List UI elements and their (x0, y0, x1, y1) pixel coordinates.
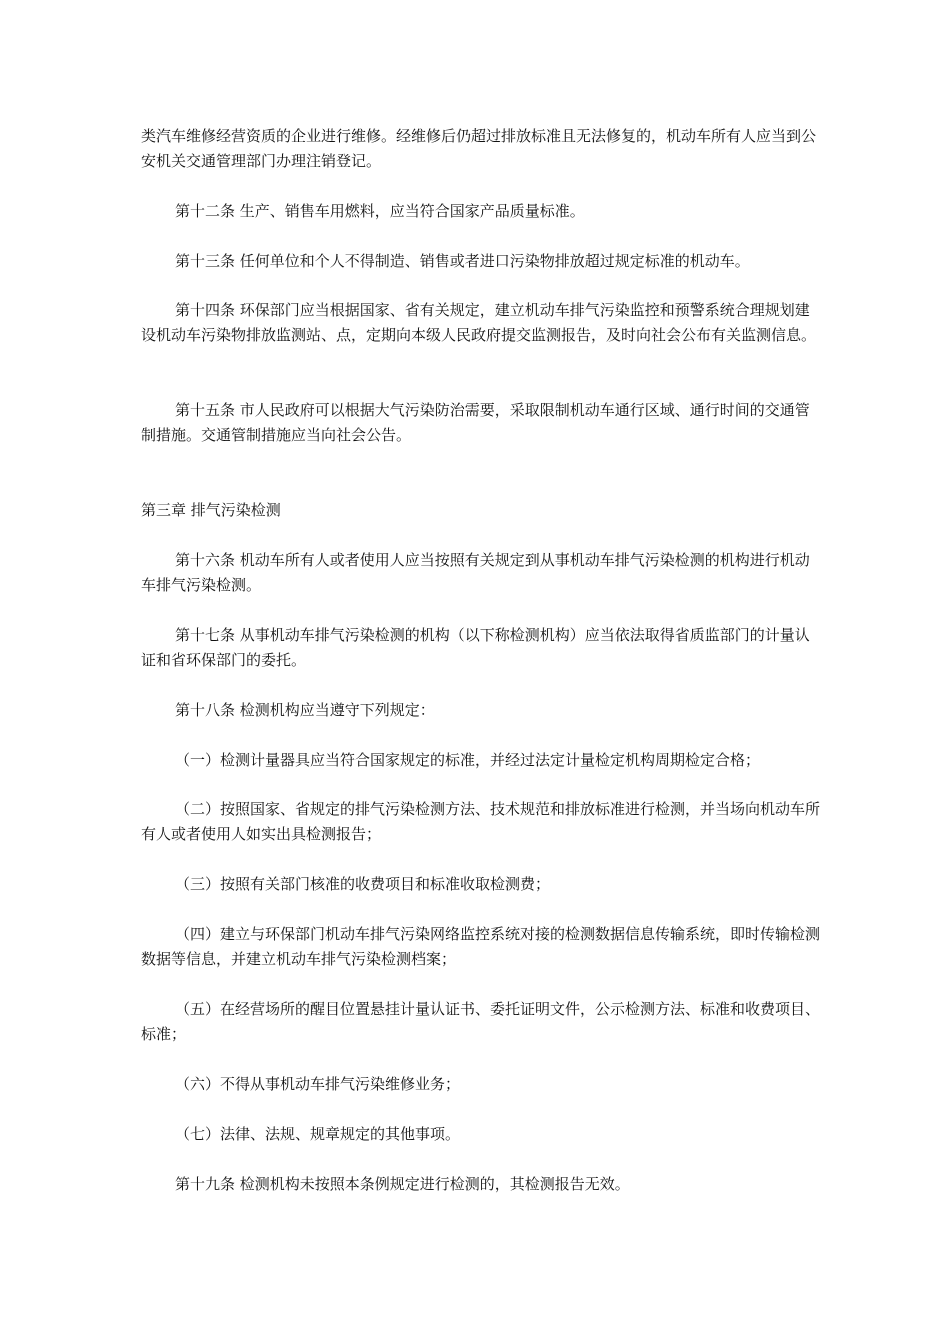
chapter-3-heading: 第三章 排气污染检测 (141, 501, 281, 519)
paragraph-continuation: 类汽车维修经营资质的企业进行维修。经维修后仍超过排放标准且无法修复的，机动车所有人应当到公安机关交通管理部门办理注销登记。 (141, 127, 817, 170)
article-12: 第十二条 生产、销售车用燃料，应当符合国家产品质量标准。 (175, 202, 585, 220)
article-13: 第十三条 任何单位和个人不得制造、销售或者进口污染物排放超过规定标准的机动车。 (175, 252, 750, 270)
article-18-item-1: （一）检测计量器具应当符合国家规定的标准，并经过法定计量检定机构周期检定合格； (175, 751, 761, 769)
article-18: 第十八条 检测机构应当遵守下列规定： (175, 701, 435, 719)
article-15: 第十五条 市人民政府可以根据大气污染防治需要，采取限制机动车通行区域、通行时间的交通管制措施。交通管制措施应当向社会公告。 (141, 401, 810, 444)
article-16: 第十六条 机动车所有人或者使用人应当按照有关规定到从事机动车排气污染检测的机构进行机动车排气污染检测。 (141, 551, 810, 594)
article-18-item-4: （四）建立与环保部门机动车排气污染网络监控系统对接的检测数据信息传输系统，即时传输检测数据等信息，并建立机动车排气污染检测档案； (141, 925, 821, 968)
article-18-item-3: （三）按照有关部门核准的收费项目和标准收取检测费； (175, 875, 551, 893)
article-18-item-2: （二）按照国家、省规定的排气污染检测方法、技术规范和排放标准进行检测，并当场向机动车所有人或者使用人如实出具检测报告； (141, 800, 821, 843)
article-18-item-6: （六）不得从事机动车排气污染维修业务； (175, 1075, 461, 1093)
article-18-item-7: （七）法律、法规、规章规定的其他事项。 (175, 1125, 461, 1143)
article-18-item-5: （五）在经营场所的醒目位置悬挂计量认证书、委托证明文件，公示检测方法、标准和收费项目、标准； (141, 1000, 821, 1043)
article-19: 第十九条 检测机构未按照本条例规定进行检测的，其检测报告无效。 (175, 1175, 630, 1193)
article-17: 第十七条 从事机动车排气污染检测的机构（以下称检测机构）应当依法取得省质监部门的计量认证和省环保部门的委托。 (141, 626, 810, 669)
article-14: 第十四条 环保部门应当根据国家、省有关规定，建立机动车排气污染监控和预警系统合理规划建设机动车污染物排放监测站、点，定期向本级人民政府提交监测报告，及时向社会公布有关监测信息。 (141, 301, 817, 344)
